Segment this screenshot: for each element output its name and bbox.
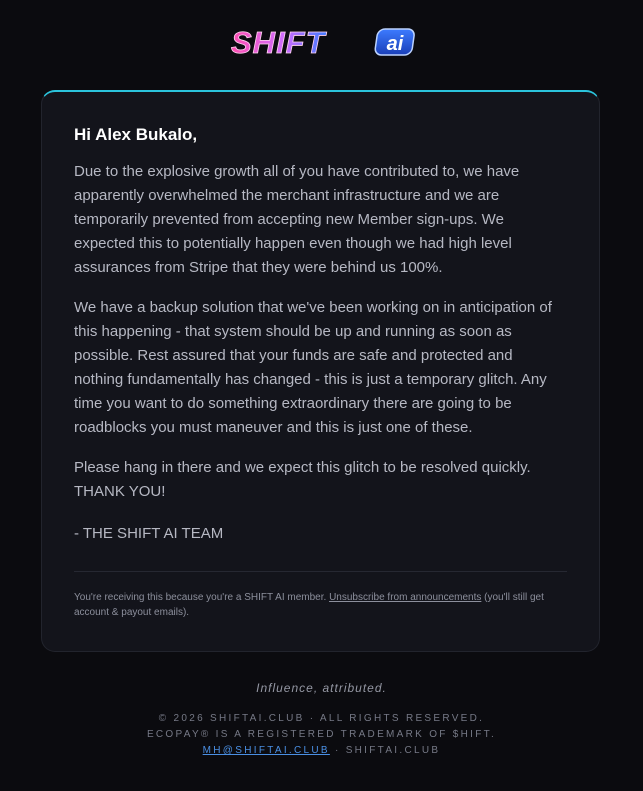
body-paragraph: We have a backup solution that we've been working on in anticipation of this happening - that system should be up and running as soon as possible. Rest assured that your funds are safe and protected and nothing fundamentally has changed - this is just a temporary glitch. Any time you want to do something extraordinary there are going to be roadblocks you must maneuver and this is just one of these. bbox=[74, 299, 552, 436]
notice-prefix: You're receiving this because you're a SHIFT AI member. bbox=[74, 592, 330, 603]
contact-email-link[interactable]: MH@SHIFTAI.CLUB bbox=[202, 745, 330, 756]
unsubscribe-link[interactable]: Unsubscribe from announcements bbox=[329, 592, 482, 603]
subscription-notice bbox=[74, 590, 569, 620]
tagline: Influence, attributed. bbox=[256, 681, 387, 695]
footer-contact bbox=[0, 745, 643, 756]
notice-suffix: (you'll still get account & payout emails). bbox=[74, 592, 544, 618]
email-card bbox=[41, 90, 600, 652]
logo-badge-text: ai bbox=[386, 33, 403, 55]
logo-wordmark: SHIFT bbox=[230, 25, 326, 60]
body-paragraph: Due to the explosive growth all of you have contributed to, we have apparently overwhelmed the merchant infrastructure and we are temporarily prevented from accepting new Member sign-ups. We expected this to potentially happen even though we had high level assurances from Stripe that they were behind us 100%. bbox=[74, 163, 520, 276]
trademark-notice: ECOPAY® IS A REGISTERED TRADEMARK OF $HIFT. bbox=[146, 729, 497, 740]
divider bbox=[74, 571, 567, 572]
footer-separator: · bbox=[329, 745, 346, 756]
shift-ai-logo bbox=[0, 22, 643, 62]
site-name: SHIFTAI.CLUB bbox=[345, 745, 441, 756]
copyright: © 2026 SHIFTAI.CLUB · ALL RIGHTS RESERVED. bbox=[158, 713, 485, 724]
signoff: - THE SHIFT AI TEAM bbox=[74, 525, 224, 542]
body-paragraph: Please hang in there and we expect this glitch to be resolved quickly. THANK YOU! bbox=[74, 459, 531, 500]
logo-graphic bbox=[227, 22, 417, 62]
greeting: Hi Alex Bukalo, bbox=[74, 125, 198, 144]
